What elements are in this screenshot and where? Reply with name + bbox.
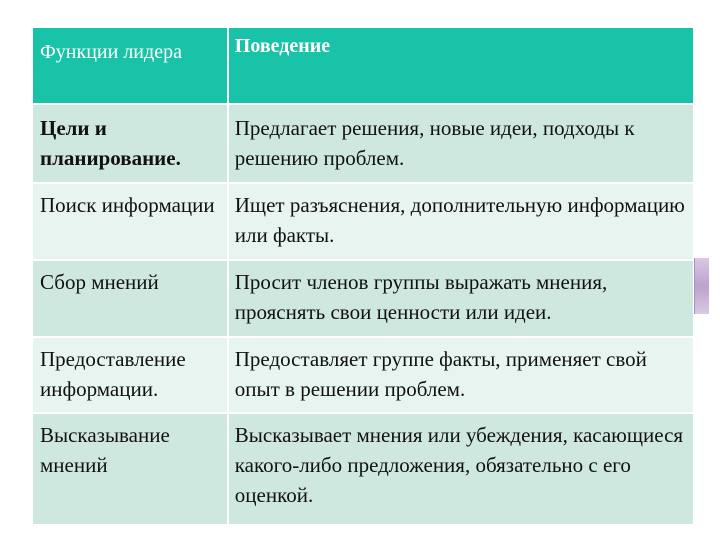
function-cell: Поиск информации [33,183,228,260]
table-row [33,413,694,525]
table-row [33,183,694,260]
function-cell: Сбор мнений [33,260,228,337]
side-decoration [694,258,709,314]
table-row [33,260,694,337]
table-row [33,104,694,183]
behavior-cell: Высказывает мнения или убеждения, касающиеся какого-либо предложения, обязательно с его оценкой. [228,413,694,525]
behavior-cell: Предлагает решения, новые идеи, подходы к решению проблем. [228,104,694,183]
leader-functions-table [33,28,695,526]
behavior-cell: Предоставляет группе факты, применяет свой опыт в решении проблем. [228,337,694,413]
header-behavior-cell: Поведение [228,28,694,104]
table-row [33,337,694,413]
function-cell: Цели и планирование. [33,104,228,183]
header-function-cell: Функции лидера [33,28,228,104]
behavior-cell: Просит членов группы выражать мнения, прояснять свои ценности или идеи. [228,260,694,337]
function-cell: Высказывание мнений [33,413,228,525]
function-cell: Предоставление информации. [33,337,228,413]
table-header-row [33,28,694,104]
behavior-cell: Ищет разъяснения, дополнительную информацию или факты. [228,183,694,260]
